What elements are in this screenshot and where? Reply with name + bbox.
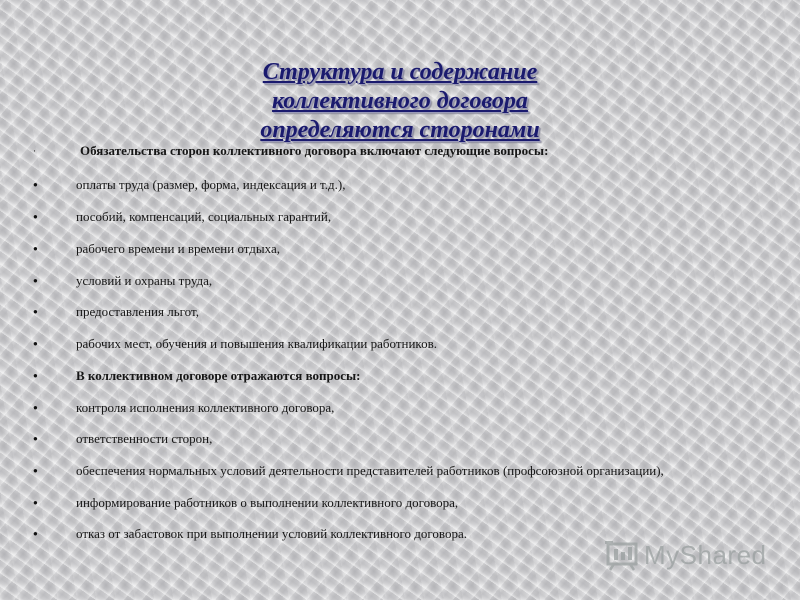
section-heading-text: В коллективном договоре отражаются вопросы: bbox=[76, 368, 361, 383]
bullet-icon: · bbox=[33, 146, 36, 156]
list-item-text: рабочих мест, обучения и повышения квалификации работников. bbox=[76, 336, 437, 351]
list-item-text: информирование работников о выполнении коллективного договора, bbox=[76, 495, 459, 510]
bullet-icon: ● bbox=[33, 529, 38, 538]
list-item-text: рабочего времени и времени отдыха, bbox=[76, 241, 280, 256]
list-item-text: отказ от забастовок при выполнении условий коллективного договора. bbox=[76, 526, 468, 541]
presentation-board-icon bbox=[604, 539, 638, 571]
bullet-icon: ● bbox=[33, 180, 38, 189]
bullet-icon: ● bbox=[33, 371, 38, 380]
bullet-icon: ● bbox=[33, 403, 38, 412]
list-item-text: оплаты труда (размер, форма, индексация и т.д.), bbox=[76, 177, 346, 192]
bullet-icon: ● bbox=[33, 498, 38, 507]
list-item-text: обеспечения нормальных условий деятельности представителей работников (профсоюзной организации), bbox=[76, 463, 664, 478]
bullet-icon: ● bbox=[33, 244, 38, 253]
bullet-icon: ● bbox=[33, 466, 38, 475]
list-item-text: ответственности сторон, bbox=[76, 431, 213, 446]
list-item-text: условий и охраны труда, bbox=[76, 273, 213, 288]
intro-text: Обязательства сторон коллективного договора включают следующие вопросы: bbox=[80, 143, 549, 158]
bullet-icon: ● bbox=[33, 307, 38, 316]
slide-title bbox=[150, 58, 650, 145]
watermark-logo bbox=[604, 539, 767, 571]
watermark-text: MyShared bbox=[644, 540, 767, 570]
bullet-icon: ● bbox=[33, 212, 38, 221]
bullet-icon: ● bbox=[33, 434, 38, 443]
list-item-text: пособий, компенсаций, социальных гарантий, bbox=[76, 209, 332, 224]
bullet-icon: ● bbox=[33, 276, 38, 285]
list-item-text: предоставления льгот, bbox=[76, 304, 199, 319]
bullet-icon: ● bbox=[33, 339, 38, 348]
title-line-3: определяются сторонами bbox=[260, 117, 540, 143]
title-line-2: коллективного договора bbox=[272, 88, 528, 114]
title-line-1: Структура и содержание bbox=[262, 59, 538, 85]
list-item-text: контроля исполнения коллективного договора, bbox=[76, 400, 335, 415]
